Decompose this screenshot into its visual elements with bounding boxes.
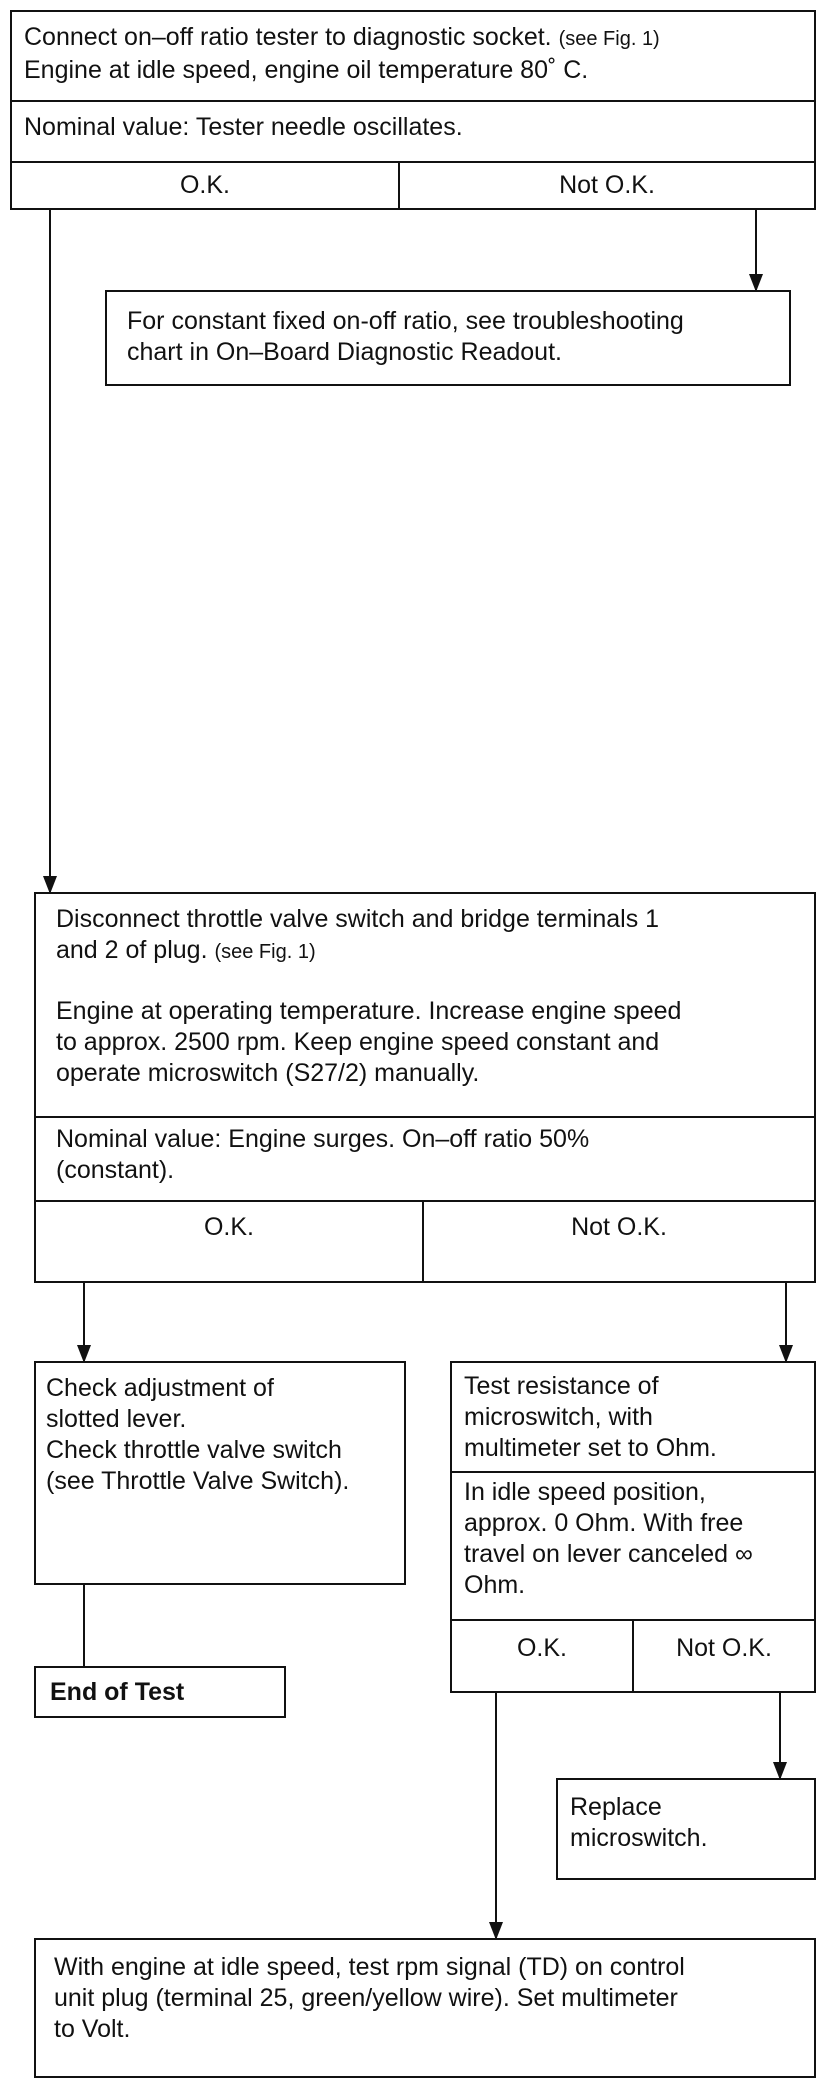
divider xyxy=(36,1200,814,1202)
step1-nominal: Nominal value: Tester needle oscillates. xyxy=(24,113,463,141)
end-of-test-label: End of Test xyxy=(50,1678,185,1706)
replace-microswitch-box xyxy=(556,1778,816,1880)
fig-reference: (see Fig. 1) xyxy=(558,28,660,50)
micro-line2: microswitch, with xyxy=(464,1403,653,1431)
step3-box xyxy=(34,1938,816,2078)
step1-ok-label: O.K. xyxy=(179,171,230,199)
step2-nominal2: (constant). xyxy=(56,1156,175,1184)
step1-line1: Connect on–off ratio tester to diagnostic socket. xyxy=(24,23,552,51)
check-line2: slotted lever. xyxy=(46,1405,187,1433)
note-line2: chart in On–Board Diagnostic Readout. xyxy=(127,338,562,366)
replace-line2: microswitch. xyxy=(570,1824,708,1852)
step1-instruction xyxy=(24,22,804,86)
step2-not-ok-label: Not O.K. xyxy=(571,1213,667,1241)
step2-line2: and 2 of plug. xyxy=(56,936,208,964)
step2-box xyxy=(34,892,816,1283)
step3-line3: to Volt. xyxy=(54,2015,131,2043)
check-line1: Check adjustment of xyxy=(46,1374,274,1402)
end-of-test-box xyxy=(34,1666,286,1718)
micro-nom2: approx. 0 Ohm. With free xyxy=(464,1509,744,1537)
micro-line1: Test resistance of xyxy=(464,1372,659,1400)
divider xyxy=(12,161,814,163)
check-line3: Check throttle valve switch xyxy=(46,1436,342,1464)
microswitch-test-box xyxy=(450,1361,816,1693)
step2-line1: Disconnect throttle valve switch and bridge terminals 1 xyxy=(56,905,660,933)
step3-instruction xyxy=(54,1952,800,2045)
step1-line2: Engine at idle speed, engine oil temperature 80˚ C. xyxy=(24,56,589,84)
replace-text xyxy=(570,1792,810,1854)
micro-line3: multimeter set to Ohm. xyxy=(464,1434,717,1462)
note-text xyxy=(127,306,787,368)
step3-line2: unit plug (terminal 25, green/yellow wire). Set multimeter xyxy=(54,1984,678,2012)
step2-nominal1: Nominal value: Engine surges. On–off ratio 50% xyxy=(56,1125,590,1153)
fig-reference: (see Fig. 1) xyxy=(214,941,316,963)
divider xyxy=(12,100,814,102)
check-adjustment-text xyxy=(46,1373,402,1497)
divider xyxy=(36,1116,814,1118)
microswitch-nominal xyxy=(464,1477,810,1601)
step2-line4: to approx. 2500 rpm. Keep engine speed constant and xyxy=(56,1028,660,1056)
note-line1: For constant fixed on-off ratio, see troubleshooting xyxy=(127,307,684,335)
check-line4: (see Throttle Valve Switch). xyxy=(46,1467,350,1495)
microswitch-instruction xyxy=(464,1371,810,1464)
step2-instruction xyxy=(56,904,802,1089)
step2-ok-label: O.K. xyxy=(203,1213,254,1241)
micro-nom1: In idle speed position, xyxy=(464,1478,706,1506)
divider xyxy=(452,1471,814,1473)
step3-line1: With engine at idle speed, test rpm signal (TD) on control xyxy=(54,1953,685,1981)
micro-not-ok-label: Not O.K. xyxy=(676,1634,772,1662)
micro-ok-label: O.K. xyxy=(516,1634,567,1662)
step2-line3: Engine at operating temperature. Increase engine speed xyxy=(56,997,682,1025)
micro-nom4: Ohm. xyxy=(464,1571,526,1599)
constant-ratio-note xyxy=(105,290,791,386)
step1-not-ok-label: Not O.K. xyxy=(559,171,655,199)
step2-line5: operate microswitch (S27/2) manually. xyxy=(56,1059,480,1087)
check-adjustment-box xyxy=(34,1361,406,1585)
replace-line1: Replace xyxy=(570,1793,662,1821)
micro-nom3: travel on lever canceled ∞ xyxy=(464,1540,753,1568)
step2-nominal xyxy=(56,1124,802,1186)
step1-box xyxy=(10,10,816,210)
